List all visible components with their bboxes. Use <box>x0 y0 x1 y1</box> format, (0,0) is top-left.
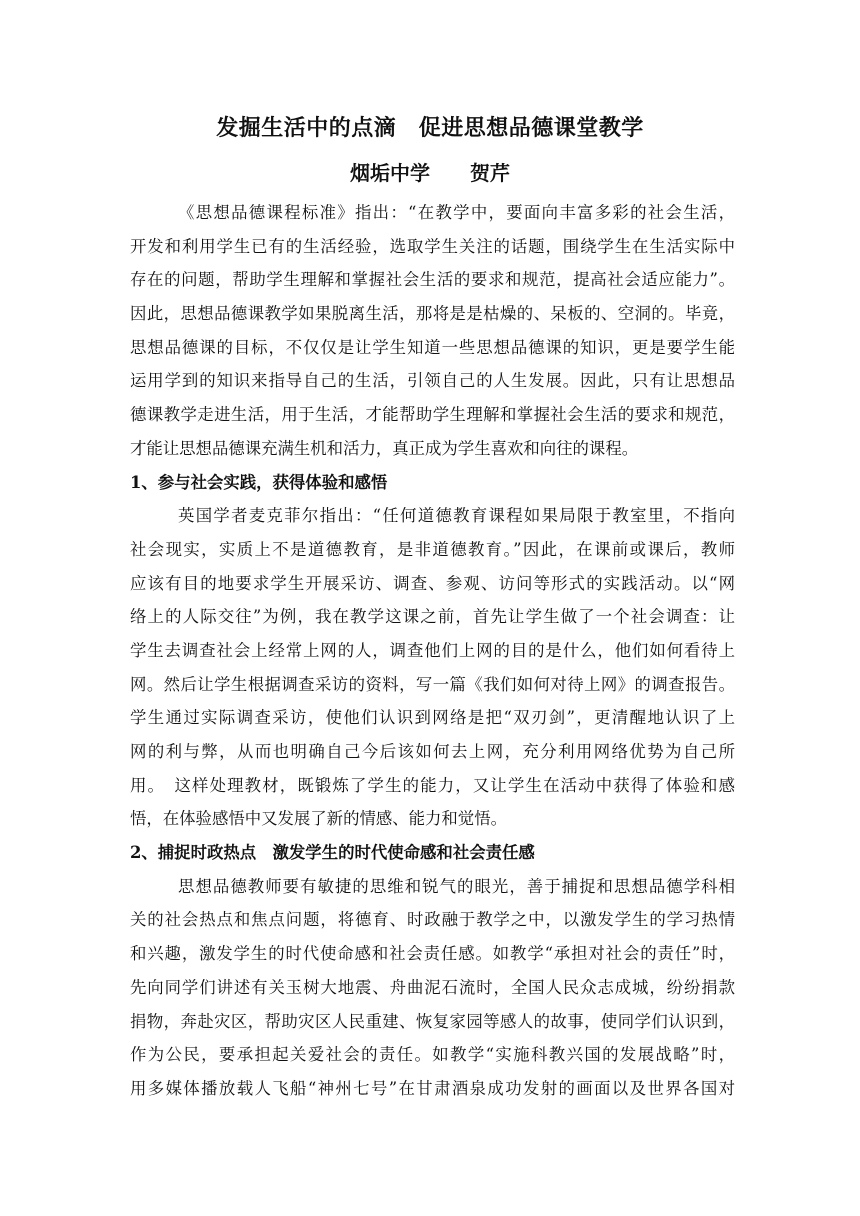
text-line: 用。 这样处理教材，既锻炼了学生的能力，又让学生在活动中获得了体验和感 <box>130 775 735 795</box>
section-heading: 1、参与社会实践，获得体验和感悟 <box>130 472 388 492</box>
text-line: 捐物，奔赴灾区，帮助灾区人民重建、恢复家园等感人的故事，使同学们认识到， <box>130 1011 735 1031</box>
text-line: 先向同学们讲述有关玉树大地震、舟曲泥石流时，全国人民众志成城，纷纷捐款 <box>130 977 735 997</box>
text-line: 网。然后让学生根据调查采访的资料，写一篇《我们如何对待上网》的调查报告。 <box>130 674 735 694</box>
text-line: 关的社会热点和焦点问题，将德育、时政融于教学之中，以激发学生的学习热情 <box>130 910 735 930</box>
document-body <box>130 196 735 1106</box>
section-heading-1 <box>130 466 735 500</box>
paragraph-intro <box>130 196 735 466</box>
section-heading-2 <box>130 836 735 870</box>
text-line: 应该有目的地要求学生开展采访、调查、参观、访问等形式的实践活动。以“网 <box>130 573 735 593</box>
section-heading: 2、捕捉时政热点 激发学生的时代使命感和社会责任感 <box>130 843 535 863</box>
document-author: 烟垢中学 贺芹 <box>350 161 510 185</box>
document-title: 发掘生活中的点滴 促进思想品德课堂教学 <box>216 115 644 141</box>
paragraph-section-2 <box>130 870 735 1106</box>
text-line: 因此，思想品德课教学如果脱离生活，那将是是枯燥的、呆板的、空洞的。毕竟， <box>130 304 735 324</box>
text-line: 作为公民，要承担起关爱社会的责任。如教学“实施科教兴国的发展战略”时， <box>130 1045 735 1065</box>
text-line: 学生去调查社会上经常上网的人，调查他们上网的目的是什么，他们如何看待上 <box>130 640 735 660</box>
text-line: 运用学到的知识来指导自己的生活，引领自己的人生发展。因此，只有让思想品 <box>130 371 735 391</box>
text-line: 用多媒体播放载人飞船“神州七号”在甘肃酒泉成功发射的画面以及世界各国对 <box>130 1078 735 1098</box>
text-line: 思想品德教师要有敏捷的思维和锐气的眼光，善于捕捉和思想品德学科相 <box>178 876 735 896</box>
text-line: 开发和利用学生已有的生活经验，选取学生关注的话题，围绕学生在生活实际中 <box>130 236 735 256</box>
text-line: 《思想品德课程标准》指出：“在教学中，要面向丰富多彩的社会生活， <box>178 203 735 222</box>
text-line: 学生通过实际调查采访，使他们认识到网络是把“双刃剑”，更清醒地认识了上 <box>130 708 735 728</box>
text-line: 存在的问题，帮助学生理解和掌握社会生活的要求和规范，提高社会适应能力”。 <box>130 270 735 290</box>
text-line: 悟，在体验感悟中又发展了新的情感、能力和觉悟。 <box>130 809 507 829</box>
text-line: 思想品德课的目标，不仅仅是让学生知道一些思想品德课的知识，更是要学生能 <box>130 337 735 357</box>
text-line: 网的利与弊，从而也明确自己今后该如何去上网，充分利用网络优势为自己所 <box>130 742 735 761</box>
text-line: 社会现实，实质上不是道德教育，是非道德教育。”因此，在课前或课后，教师 <box>130 539 735 559</box>
text-line: 才能让思想品德课充满生机和活力，真正成为学生喜欢和向往的课程。 <box>130 438 639 458</box>
text-line: 德课教学走进生活，用于生活，才能帮助学生理解和掌握社会生活的要求和规范， <box>130 405 735 425</box>
text-line: 和兴趣，激发学生的时代使命感和社会责任感。如教学“承担对社会的责任”时， <box>130 944 735 964</box>
text-line: 络上的人际交往”为例，我在教学这课之前，首先让学生做了一个社会调查：让 <box>130 607 735 627</box>
paragraph-section-1 <box>130 499 735 836</box>
text-line: 英国学者麦克菲尔指出：“任何道德教育课程如果局限于教室里，不指向 <box>178 506 735 526</box>
